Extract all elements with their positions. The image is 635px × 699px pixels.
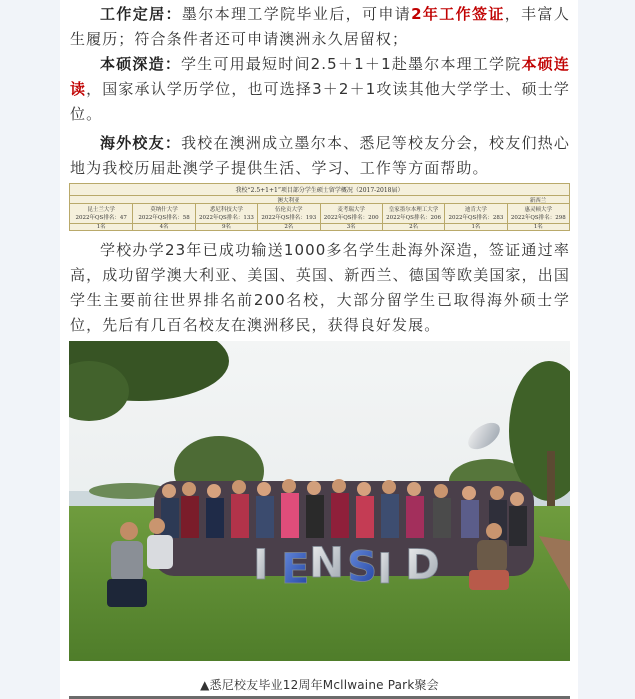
table-cell-count: 1名 [96,224,106,230]
university-qs-rank: 2022年QS排名：193 [261,215,317,221]
university-name: 昆士兰大学 [87,207,115,213]
table-cell-university [70,204,132,223]
university-name: 皇家墨尔本理工大学 [388,207,439,213]
table-cell-university [507,204,569,223]
paragraph-label: 工作定居： [100,5,182,23]
university-name: 惠灵顿大学 [524,207,553,213]
university-name: 迪肯大学 [464,207,487,213]
table-country-newzealand: 新西兰 [529,198,547,204]
highlight-text: 本硕连读 [70,55,570,98]
table-cell-count: 9名 [195,224,257,231]
balloon-letter: E [281,544,310,593]
table-cell-university [257,204,319,223]
page-margin-right [575,0,635,699]
balloon-letter: I [253,540,269,589]
table-cell-university [444,204,506,223]
paragraph-text: 我校在澳洲成立墨尔本、悉尼等校友分会，校友们热心地为我校历届赴澳学子提供生活、学习、工作等方面帮助。 [70,134,570,177]
table-cell-university [382,204,444,223]
paragraph-text: ，丰富人生履历；符合条件者还可申请澳洲永久居留权； [70,5,570,48]
highlight-text: 2年工作签证 [411,5,505,23]
paragraph-alumni [70,131,570,181]
paragraph-label: 海外校友： [100,134,182,152]
table-cell-count: 4名 [132,224,194,231]
university-name: 伍伦贡大学 [275,207,303,213]
university-name: 麦考瑞大学 [337,207,365,213]
paragraph-work-residence [70,2,570,52]
paragraph-label: 本硕深造： [100,55,182,73]
table-cell-count: 2名 [257,224,319,231]
university-qs-rank: 2022年QS排名：298 [510,215,566,221]
table-cell-count: 1名 [444,224,506,231]
page-margin-left [0,0,60,699]
balloon-letter: I [377,544,393,593]
table-country-australia: 澳大利亚 [277,198,300,204]
table-cell-university [195,204,257,223]
photo-caption: ▲悉尼校友毕业12周年Mcllwaine Park聚会 [200,678,439,692]
paragraph-further-study [70,52,570,127]
university-name: 悉尼科技大学 [209,207,243,213]
table-cell-university [132,204,194,223]
university-qs-rank: 2022年QS排名：58 [138,215,190,221]
university-qs-rank: 2022年QS排名：47 [75,215,127,221]
paragraph-text: 墨尔本理工学院毕业后，可申请 [181,5,412,23]
university-qs-rank: 2022年QS排名：206 [386,215,441,221]
paragraph-text: ，国家承认学历学位，也可选择3＋2＋1攻读其他大学学士、硕士学位。 [70,80,570,123]
table-cell-count: 2名 [382,224,444,231]
balloon-letter: S [347,542,378,591]
balloon-letter: N [309,538,345,587]
table-cell-count: 3名 [320,224,382,231]
university-qs-rank: 2022年QS排名：200 [323,215,379,221]
paragraph-achievements: 学校办学23年已成功输送1000多名学生赴海外深造，签证通过率高，成功留学澳大利亚、美国、英国、新西兰、德国等欧美国家，出国学生主要前往世界排名前200名校，大部分留学生已取得海外硕士学位，先后有几百名校友在澳洲移民，获得良好发展。 [70,241,570,334]
alumni-group-photo [69,341,570,661]
table-title: 我校“2.5+1+1”项目部分学生硕士留学概况（2017-2018届） [235,187,404,194]
university-name: 莫纳什大学 [150,207,178,213]
table-cell-count: 1名 [507,224,569,231]
study-abroad-table [69,183,570,231]
university-qs-rank: 2022年QS排名：133 [199,215,254,221]
balloon-letter: D [405,540,440,589]
university-qs-rank: 2022年QS排名：283 [448,215,504,221]
paragraph-text: 学生可用最短时间2.5＋1＋1赴墨尔本理工学院 [181,55,522,73]
table-cell-university [320,204,382,223]
